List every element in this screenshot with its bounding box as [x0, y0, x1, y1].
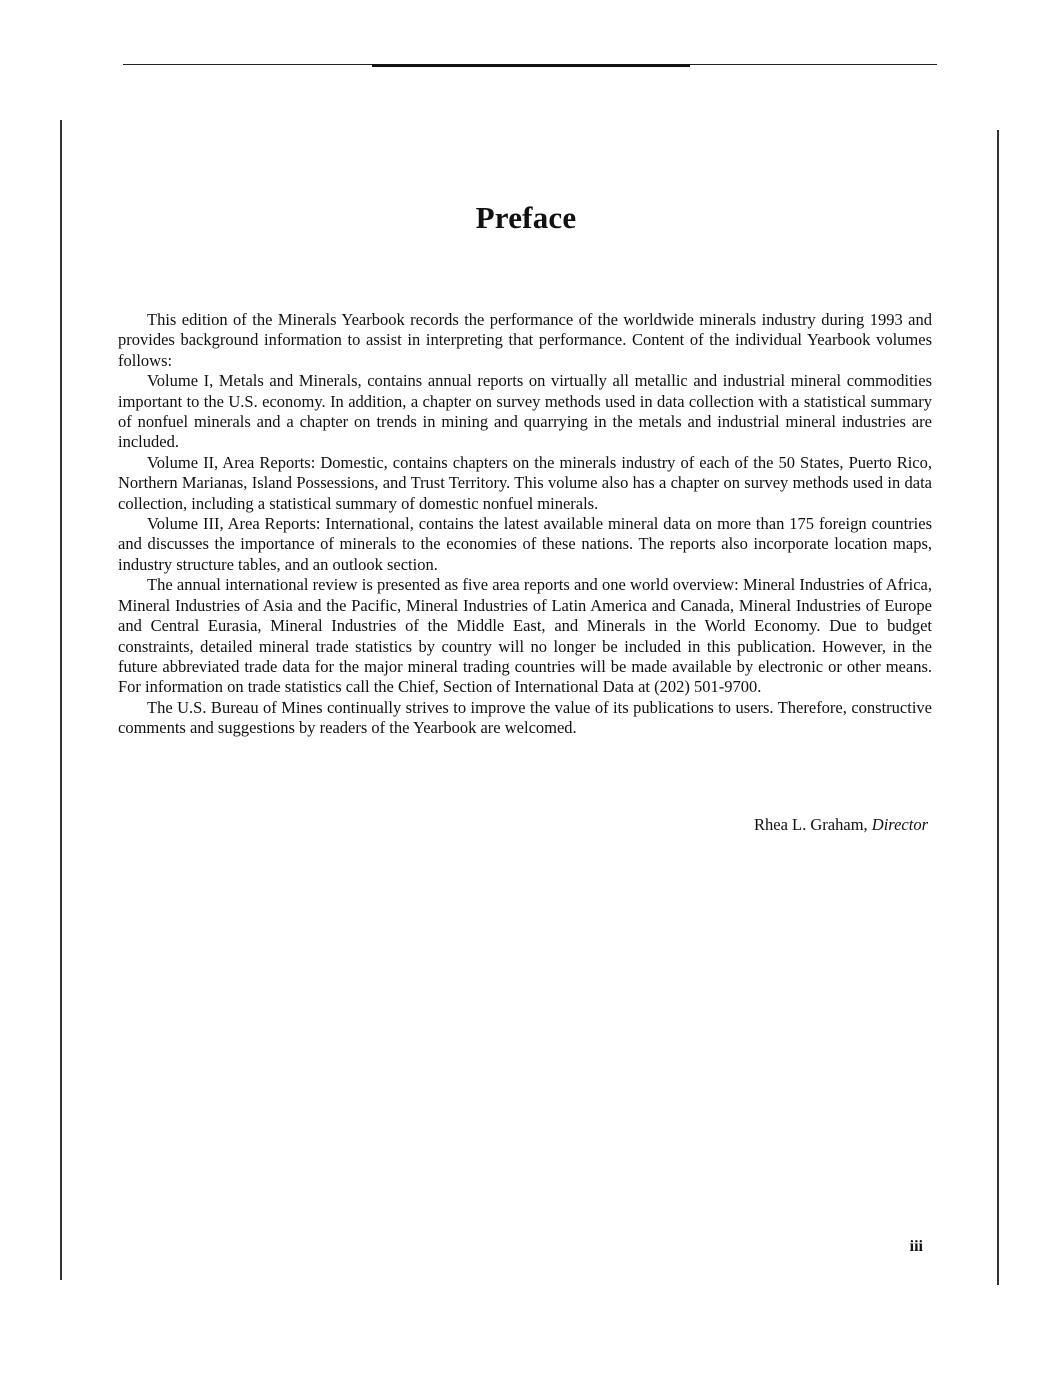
paragraph-intro: This edition of the Minerals Yearbook records the performance of the worldwide minerals industry during 1993 and provides background information to assist in interpreting that performance. Content of the individual Yearbook volumes follows: [118, 310, 932, 370]
paragraph-volume-3: Volume III, Area Reports: International, contains the latest available mineral data on more than 175 foreign countries and discusses the importance of minerals to the economies of these nations. The reports also incorporate location maps, industry structure tables, and an outlook section. [118, 514, 932, 574]
top-rule-thick-segment [372, 64, 690, 67]
paragraph-closing: The U.S. Bureau of Mines continually strives to improve the value of its publications to users. Therefore, constructive comments and suggestions by readers of the Yearbook are welcomed. [118, 697, 932, 738]
page-edge-left [60, 120, 62, 1280]
preface-body [118, 310, 932, 739]
page-title: Preface [475, 200, 577, 235]
page-edge-right [997, 130, 999, 1285]
signature-block [600, 815, 928, 835]
paragraph-international-review: The annual international review is presented as five area reports and one world overview: Mineral Industries of Africa, Mineral Industries of Asia and the Pacific, Mineral Industries of Latin America and Canada, Mineral Industries of Europe and Central Eurasia, Mineral Industries of the Middle East, and Minerals in the World Economy. Due to budget constraints, detailed mineral trade statistics by country will no longer be included in this publication. However, in the future abbreviated trade data for the major mineral trading countries will be made available by electronic or other means. For information on trade statistics call the Chief, Section of International Data at (202) 501-9700. [118, 575, 932, 697]
paragraph-volume-2: Volume II, Area Reports: Domestic, contains chapters on the minerals industry of each of the 50 States, Puerto Rico, Northern Marianas, Island Possessions, and Trust Territory. This volume also has a chapter on survey methods used in data collection, including a statistical summary of domestic nonfuel minerals. [118, 452, 932, 513]
paragraph-volume-1: Volume I, Metals and Minerals, contains annual reports on virtually all metallic and industrial mineral commodities important to the U.S. economy. In addition, a chapter on survey methods used in data collection with a statistical summary of nonfuel minerals and a chapter on trends in mining and quarrying in the metals and industrial mineral industries are included. [118, 371, 932, 452]
signature-name: Rhea L. Graham, [754, 815, 868, 834]
page-number: iii [909, 1238, 923, 1255]
signature-role: Director [871, 815, 928, 834]
